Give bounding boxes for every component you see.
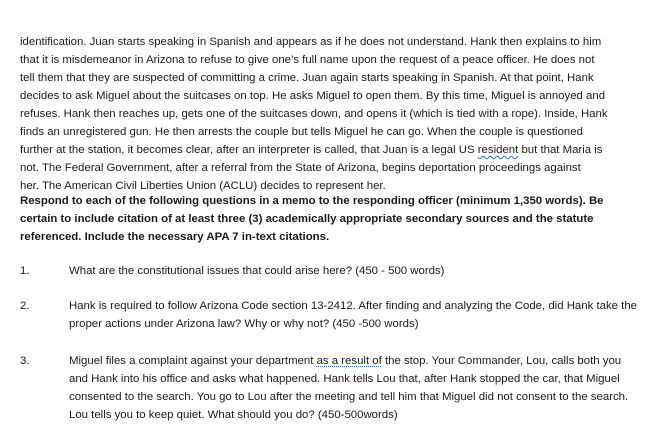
instructions-line: Respond to each of the following questions in a memo to the responding officer (minimum 1,350 words). Be (20, 195, 604, 207)
paragraph-line: tell them that they are suspected of committing a crime. Juan again starts speaking in Spanish. At that point, Hank (20, 72, 594, 84)
question-text-part: the stop. Your Commander, Lou, calls both you (381, 355, 622, 367)
paragraph-line: decides to ask Miguel about the suitcases on top. He asks Miguel to open them. By this time, Miguel is annoyed and (20, 90, 606, 102)
paragraph-line: identification. Juan starts speaking in Spanish and appears as if he does not understand. Hank then explains to him (20, 36, 602, 48)
paragraph-line (20, 141, 603, 159)
instructions-line: referenced. Include the necessary APA 7 in-text citations. (20, 231, 330, 243)
question-text: and Hank into his office and asks what happened. Hank tells Lou that, after Hank stopped the car, that Miguel (69, 373, 620, 385)
question-text: proper actions under Arizona law? Why or why not? (450 -500 words) (69, 318, 419, 330)
paragraph-line: not. The Federal Government, after a referral from the State of Arizona, begins deportation proceedings against (20, 162, 581, 174)
spellcheck-flagged-word[interactable]: resident (477, 144, 519, 156)
question-text: Lou tells you to keep quiet. What should you do? (450-500words) (69, 409, 398, 421)
question-text: Hank is required to follow Arizona Code section 13-2412. After finding and analyzing the Code, did Hank take the (69, 300, 637, 312)
paragraph-line: finds an unregistered gun. He then arrests the couple but tells Miguel he can go. When the couple is questioned (20, 126, 583, 138)
question-number: 2. (20, 300, 30, 312)
paragraph-text: but that Maria is (518, 144, 603, 156)
paragraph-line: that it is misdemeanor in Arizona to refuse to give one’s full name upon the request of a peace officer. He does not (20, 54, 595, 66)
question-text: What are the constitutional issues that could arise here? (450 - 500 words) (69, 265, 445, 277)
instructions-line: certain to include citation of at least three (3) academically appropriate secondary sources and the statute (20, 213, 594, 225)
question-number: 3. (20, 355, 30, 367)
question-number: 1. (20, 265, 30, 277)
question-text-part: Miguel files a complaint against your department (69, 355, 317, 367)
paragraph-line: her. The American Civil Liberties Union (ACLU) decides to represent her. (20, 180, 386, 192)
grammar-flagged-phrase[interactable]: as a result of (316, 355, 382, 367)
paragraph-text: further at the station, it becomes clear, after an interpreter is called, that Juan is a legal US (20, 144, 478, 156)
paragraph-line: refuses. Hank then reaches up, gets one of the suitcases down, and opens it (which is tied with a rope). Inside, Hank (20, 108, 608, 120)
question-text (69, 352, 621, 370)
question-text: consented to the search. You go to Lou after the meeting and tell him that Miguel did not consent to the search. (69, 391, 629, 403)
